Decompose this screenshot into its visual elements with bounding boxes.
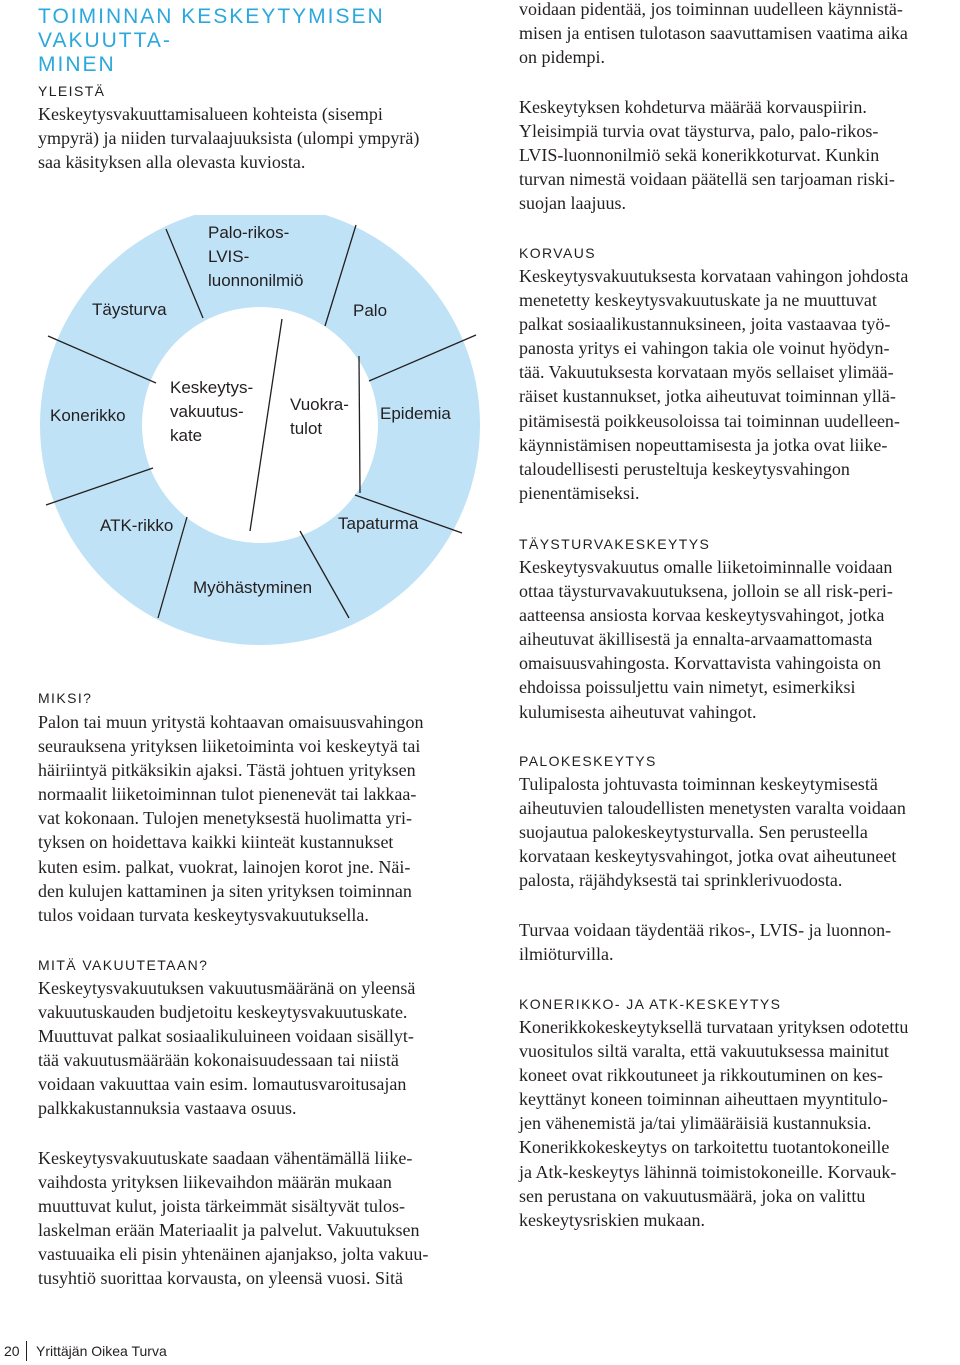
paragraph-yleista bbox=[38, 102, 483, 174]
text-line: Konerikkokeskeytys on tarkoitettu tuotantokoneille bbox=[519, 1137, 890, 1158]
text-line: taloudellisesti perusteltuja keskeytysvahingon bbox=[519, 458, 850, 479]
coverage-diagram bbox=[38, 215, 483, 645]
text-line: Palon tai muun yritystä kohtaavan omaisuusvahingon bbox=[38, 712, 424, 732]
text-line: ja Atk-keskeytys lähinnä toimistokoneille. Korvauk- bbox=[519, 1161, 897, 1182]
paragraph-korvaus bbox=[519, 264, 959, 505]
paragraph-miksi bbox=[38, 710, 483, 927]
text-line: vastuuaika eli pisin yhtenäinen ajanjakso, jolta vakuu- bbox=[38, 1244, 429, 1265]
text-line: suojan laajuus. bbox=[519, 193, 626, 214]
paragraph-konerikko-atk bbox=[519, 1015, 959, 1232]
paragraph-mita-vakuutetaan bbox=[38, 976, 483, 1121]
label-myohastyminen: Myöhästyminen bbox=[193, 578, 313, 597]
label-vuokratulot-line-2: tulot bbox=[290, 419, 323, 438]
text-line: on pidempi. bbox=[519, 47, 605, 68]
heading-miksi: MIKSI? bbox=[38, 690, 93, 706]
heading-taysturvakeskeytys: TÄYSTURVAKESKEYTYS bbox=[519, 536, 711, 552]
text-line: tulos voidaan turvata keskeytysvakuutuksella. bbox=[38, 904, 369, 925]
text-line: Keskeytysvakuutus omalle liiketoiminnalle voidaan bbox=[519, 557, 893, 577]
text-line: Keskeytysvakuutuksesta korvataan vahingon johdosta bbox=[519, 266, 909, 286]
text-line: ehdoissa poissuljettu vain nimetyt, esimerkiksi bbox=[519, 677, 856, 698]
paragraph-palokeskeytys bbox=[519, 772, 959, 892]
text-line: palosta, räjähdyksestä tai sprinklerivuodosta. bbox=[519, 870, 843, 891]
text-line: LVIS-luonnonilmiö sekä konerikkoturvat. Kunkin bbox=[519, 145, 880, 166]
text-line: Muuttuvat palkat sosiaalikuluineen voidaan sisällyt- bbox=[38, 1026, 414, 1047]
text-line: aatteensa ansiosta korvaa keskeytysvahingot, jotka bbox=[519, 605, 885, 626]
text-line: palkat sosiaalikustannuksineen, joita vastaavaa työ- bbox=[519, 314, 891, 335]
text-line: Konerikkokeskeytyksellä turvataan yrityksen odotettu bbox=[519, 1017, 909, 1037]
heading-palokeskeytys: PALOKESKEYTYS bbox=[519, 753, 657, 769]
label-taysturva: Täysturva bbox=[92, 300, 167, 319]
paragraph-keskeytysvakuutuskate bbox=[38, 1146, 483, 1291]
text-line: koneet ovat rikkoutuneet ja rikkoutuminen on kes- bbox=[519, 1065, 883, 1086]
label-palorikos-line-2: LVIS- bbox=[208, 247, 250, 266]
text-line: vaihdosta yrityksen liikevaihdon määrän mukaan bbox=[38, 1172, 392, 1193]
text-line: vuositulos siltä varalta, että vakuutuksessa mainitut bbox=[519, 1041, 889, 1062]
text-line: Keskeytysvakuuttamisalueen kohteista (sisempi bbox=[38, 104, 383, 124]
text-line: pitämisestä poikkeusoloissa tai toiminnan uudelleen- bbox=[519, 410, 900, 431]
inner-circle bbox=[142, 307, 378, 543]
text-line: aiheutuvien taloudellisten menetysten varalta voidaan bbox=[519, 798, 906, 819]
text-line: den kulujen kattaminen ja siten yrityksen toiminnan bbox=[38, 880, 412, 901]
text-line: tää vakuutusmäärään kokonaisuudessaan tai niistä bbox=[38, 1050, 399, 1071]
text-line: palkkakustannuksia vastaava osuus. bbox=[38, 1098, 297, 1119]
paragraph-kohdeturva bbox=[519, 95, 959, 215]
text-line: Turvaa voidaan täydentää rikos-, LVIS- ja luonnon- bbox=[519, 920, 892, 940]
text-line: saa käsityksen alla olevasta kuviosta. bbox=[38, 152, 306, 173]
paragraph-intro bbox=[519, 0, 959, 69]
heading-konerikko-atk: KONERIKKO- JA ATK-KESKEYTYS bbox=[519, 996, 782, 1012]
label-epidemia: Epidemia bbox=[380, 404, 451, 423]
text-line: tää. Vakuutuksesta korvataan myös sellaiset ylimää- bbox=[519, 362, 894, 383]
text-line: vakuutuskauden budjetoitu keskeytysvakuutuskate. bbox=[38, 1002, 408, 1023]
text-line: ottaa täysturvavakuutuksena, jolloin se all risk-peri- bbox=[519, 581, 893, 602]
text-line: ympyrä) ja niiden turvalaajuuksista (ulompi ympyrä) bbox=[38, 128, 420, 149]
text-line: Keskeytyksen kohdeturva määrää korvauspiirin. bbox=[519, 97, 867, 117]
text-line: tyksen on hoidettava kaikki kiinteät kustannukset bbox=[38, 832, 394, 853]
label-atk-rikko: ATK-rikko bbox=[100, 516, 174, 535]
text-line: kulumisesta aiheutuvat vahingot. bbox=[519, 701, 757, 722]
text-line: menetetty keskeytysvakuutuskate ja ne muuttuvat bbox=[519, 290, 877, 311]
text-line: aiheutuvat äkillisestä ja ennalta-arvaamattomasta bbox=[519, 629, 873, 650]
text-line: seurauksena yrityksen liiketoiminta voi keskeytyä tai bbox=[38, 736, 421, 757]
heading-yleista: YLEISTÄ bbox=[38, 83, 106, 99]
footer-divider bbox=[26, 1341, 27, 1361]
text-line: Yleisimpiä turvia ovat täysturva, palo, palo-rikos- bbox=[519, 121, 879, 142]
heading-mita-vakuutetaan: MITÄ VAKUUTETAAN? bbox=[38, 957, 209, 973]
paragraph-turvaa bbox=[519, 918, 959, 966]
text-line: käynnistämisen nopeuttamisesta ja jotka ovat liike- bbox=[519, 434, 888, 455]
text-line: jen vähenemistä ja/tai ylimääräisiä kustannuksia. bbox=[519, 1113, 872, 1134]
publication-name: Yrittäjän Oikea Turva bbox=[36, 1343, 167, 1359]
paragraph-taysturvakeskeytys bbox=[519, 555, 959, 724]
text-line: räiset kustannukset, jotka aiheutuvat toiminnan yllä- bbox=[519, 386, 896, 407]
page-title-line-2: MINEN bbox=[38, 53, 116, 76]
text-line: voidaan vakuuttaa vain esim. lomautusvaroitusajan bbox=[38, 1074, 407, 1095]
label-palorikos-line-3: luonnonilmiö bbox=[208, 271, 304, 290]
page-title-line-1: TOIMINNAN KESKEYTYMISEN VAKUUTTA- bbox=[38, 5, 385, 52]
page-footer bbox=[0, 1341, 167, 1361]
text-line: Tulipalosta johtuvasta toiminnan keskeytymisestä bbox=[519, 774, 878, 794]
text-line: voidaan pidentää, jos toiminnan uudelleen käynnistä- bbox=[519, 0, 903, 19]
text-line: turvan nimestä voidaan päätellä sen tarjoaman riski- bbox=[519, 169, 895, 190]
text-line: Keskeytysvakuutuskate saadaan vähentämällä liike- bbox=[38, 1148, 413, 1168]
text-line: keyttänyt koneen toiminnan aiheuttaen myyntitulo- bbox=[519, 1089, 888, 1110]
text-line: misen ja entisen tulotason saavuttamisen vaatima aika bbox=[519, 23, 908, 44]
label-konerikko: Konerikko bbox=[50, 406, 126, 425]
text-line: normaalit liiketoiminnan tulot pienenevät tai lakkaa- bbox=[38, 784, 417, 805]
text-line: keskeytysriskien mukaan. bbox=[519, 1209, 705, 1230]
text-line: ilmiöturvilla. bbox=[519, 944, 614, 965]
label-tapaturma: Tapaturma bbox=[338, 514, 419, 533]
text-line: laskelman erään Materiaalit ja palvelut. Vakuutuksen bbox=[38, 1220, 420, 1241]
label-palorikos-line-1: Palo-rikos- bbox=[208, 223, 290, 242]
text-line: korvataan keskeytysvahingot, jotka ovat aiheutuneet bbox=[519, 846, 897, 867]
label-keskeytysvakuutuskate-line-3: kate bbox=[170, 426, 203, 445]
label-keskeytysvakuutuskate-line-2: vakuutus- bbox=[170, 402, 244, 421]
text-line: panosta yritys ei vahingon takia ole voinut hyödyn- bbox=[519, 338, 890, 359]
text-line: sen perustana on vakuutusmäärä, joka on valittu bbox=[519, 1185, 866, 1206]
text-line: omaisuusvahingosta. Korvattavista vahingoista on bbox=[519, 653, 881, 674]
text-line: tusyhtiö suorittaa korvausta, on yleensä vuosi. Sitä bbox=[38, 1268, 403, 1289]
text-line: suojautua palokeskeytysturvalla. Sen perusteella bbox=[519, 822, 868, 843]
coverage-diagram-svg bbox=[38, 215, 483, 645]
text-line: kuten esim. palkat, vuokrat, lainojen korot jne. Näi- bbox=[38, 856, 411, 877]
text-line: vat kokonaan. Tulojen menetyksestä huolimatta yri- bbox=[38, 808, 412, 829]
label-keskeytysvakuutuskate-line-1: Keskeytys- bbox=[170, 378, 254, 397]
label-vuokratulot-line-1: Vuokra- bbox=[290, 395, 349, 414]
text-line: pienentämiseksi. bbox=[519, 482, 640, 503]
label-palo: Palo bbox=[353, 301, 388, 320]
text-line: muuttuvat kulut, joista tärkeimmät sisältyvät tulos- bbox=[38, 1196, 405, 1217]
text-line: häiriintyä pitkäksikin ajaksi. Tästä johtuen yrityksen bbox=[38, 760, 416, 781]
page-title bbox=[38, 5, 483, 77]
text-line: Keskeytysvakuutuksen vakuutusmääränä on yleensä bbox=[38, 978, 416, 998]
heading-korvaus: KORVAUS bbox=[519, 245, 596, 261]
page-number: 20 bbox=[4, 1343, 20, 1359]
